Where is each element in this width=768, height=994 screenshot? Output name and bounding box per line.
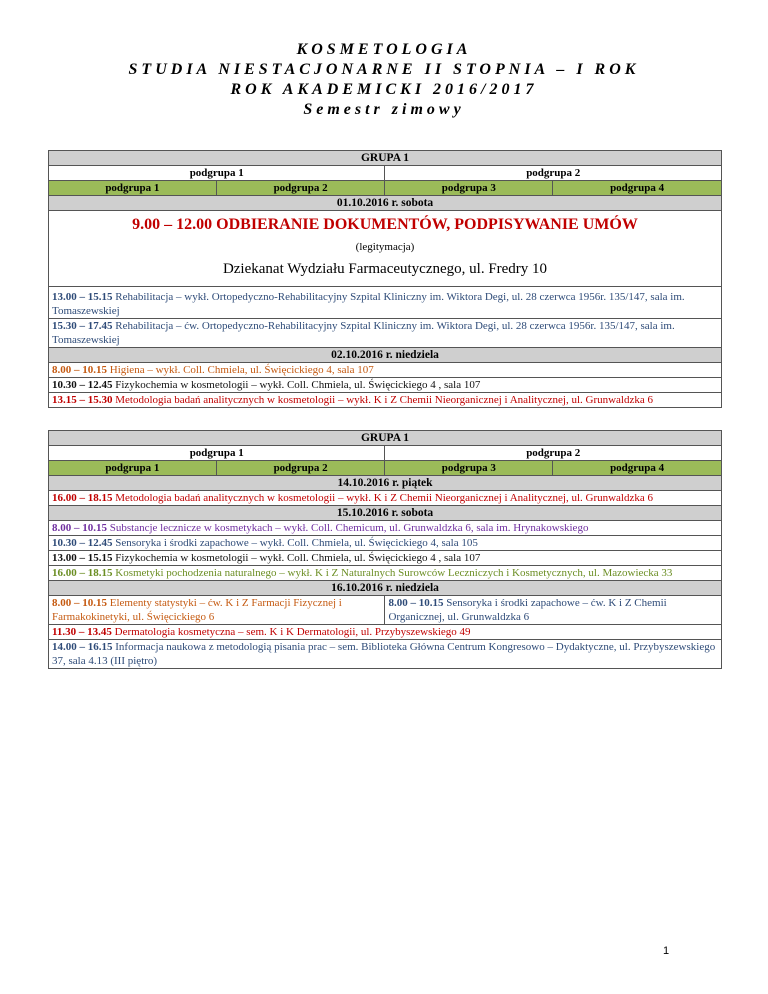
subgroup-3: podgrupa 3 [385, 461, 553, 476]
grupa-header: GRUPA 1 [49, 151, 722, 166]
row-text: Elementy statystyki – ćw. K i Z Farmacji Fizycznej i Farmakokinetyki, ul. Święcickiego 6 [52, 597, 342, 623]
subgroup-2: podgrupa 2 [216, 461, 385, 476]
subgroup-1: podgrupa 1 [49, 181, 217, 196]
schedule-cell-right [385, 596, 722, 625]
subgroup-1: podgrupa 1 [49, 461, 217, 476]
row-text: Informacja naukowa z metodologią pisania prac – sem. Biblioteka Główna Centrum Kongresowo – Dydaktyczne, ul. Przybyszewskiego 37, sala 4.13 (III piętro) [52, 641, 716, 667]
row-text: Dermatologia kosmetyczna – sem. K i K Dermatologii, ul. Przybyszewskiego 49 [114, 626, 471, 638]
row-text: Sensoryka i środki zapachowe – wykł. Coll. Chmiela, ul. Święcickiego 4, sala 105 [115, 537, 478, 549]
event-place: Dziekanat Wydziału Farmaceutycznego, ul. Fredry 10 [222, 261, 548, 277]
event-heading [52, 214, 718, 236]
date-row: 02.10.2016 r. niedziela [49, 348, 722, 363]
document-header [0, 40, 768, 120]
row-text: Rehabilitacja – ćw. Ortopedyczno-Rehabilitacyjny Szpital Kliniczny im. Wiktora Degi, ul. 28 czerwca 1956r. 135/147, sala im. Tomaszewskiej [52, 320, 675, 346]
schedule-row [49, 319, 722, 348]
row-time: 16.00 – 18.15 [52, 567, 113, 579]
row-text: Kosmetyki pochodzenia naturalnego – wykł. K i Z Naturalnych Surowców Leczniczych i Kosmetycznych, ul. Mazowiecka 33 [115, 567, 673, 579]
subgroup-2: podgrupa 2 [216, 181, 385, 196]
row-text: Fizykochemia w kosmetologii – wykł. Coll. Chmiela, ul. Święcickiego 4 , sala 107 [115, 552, 481, 564]
schedule-row [49, 551, 722, 566]
row-time: 13.00 – 15.15 [52, 291, 113, 303]
title-rok-akademicki: ROK AKADEMICKI 2016/2017 [230, 81, 538, 98]
row-text: Sensoryka i środki zapachowe – ćw. K i Z Chemii Organicznej, ul. Grunwaldzka 6 [388, 597, 667, 623]
schedule-row [49, 393, 722, 408]
subgroup-4: podgrupa 4 [553, 461, 722, 476]
row-text: Fizykochemia w kosmetologii – wykł. Coll. Chmiela, ul. Święcickiego 4 , sala 107 [115, 379, 481, 391]
subgroup-4: podgrupa 4 [553, 181, 722, 196]
schedule-row [49, 566, 722, 581]
podgrupa-header-2: podgrupa 2 [385, 446, 722, 461]
row-time: 8.00 – 10.15 [52, 522, 107, 534]
grupa-header: GRUPA 1 [49, 431, 722, 446]
row-time: 13.00 – 15.15 [52, 552, 113, 564]
date-row: 16.10.2016 r. niedziela [49, 581, 722, 596]
event-time: 9.00 – 12.00 [132, 216, 213, 233]
event-sub: (legitymacja) [355, 241, 415, 253]
title-semestr: Semestr zimowy [303, 101, 465, 118]
schedule-row [49, 640, 722, 669]
podgrupa-header-2: podgrupa 2 [385, 166, 722, 181]
schedule-row [49, 287, 722, 319]
row-time: 10.30 – 12.45 [52, 537, 113, 549]
row-time: 16.00 – 18.15 [52, 492, 113, 504]
row-text: Metodologia badań analitycznych w kosmetologii – wykł. K i Z Chemii Nieorganicznej i Analitycznej, ul. Grunwaldzka 6 [115, 394, 653, 406]
schedule-row [49, 625, 722, 640]
row-time: 11.30 – 13.45 [52, 626, 112, 638]
schedule-row [49, 378, 722, 393]
podgrupa-header-1: podgrupa 1 [49, 446, 385, 461]
schedule-row [49, 521, 722, 536]
date-row: 14.10.2016 r. piątek [49, 476, 722, 491]
schedule-row [49, 363, 722, 378]
row-time: 8.00 – 10.15 [52, 597, 107, 609]
row-time: 8.00 – 10.15 [52, 364, 107, 376]
title-kosmetologia: KOSMETOLOGIA [296, 41, 472, 58]
row-text: Rehabilitacja – wykł. Ortopedyczno-Rehabilitacyjny Szpital Kliniczny im. Wiktora Degi, ul. 28 czerwca 1956r. 135/147, sala im. Tomaszewskiej [52, 291, 685, 317]
schedule-row [49, 491, 722, 506]
row-text: Metodologia badań analitycznych w kosmetologii – wykł. K i Z Chemii Nieorganicznej i Analitycznej, ul. Grunwaldzka 6 [115, 492, 653, 504]
row-time: 15.30 – 17.45 [52, 320, 113, 332]
date-row: 15.10.2016 r. sobota [49, 506, 722, 521]
row-time: 13.15 – 15.30 [52, 394, 113, 406]
schedule-row [49, 536, 722, 551]
date-row: 01.10.2016 r. sobota [49, 196, 722, 211]
title-studia: STUDIA NIESTACJONARNE II STOPNIA – I ROK [128, 61, 640, 78]
podgrupa-header-1: podgrupa 1 [49, 166, 385, 181]
row-time: 10.30 – 12.45 [52, 379, 113, 391]
row-text: Higiena – wykł. Coll. Chmiela, ul. Święcickiego 4, sala 107 [109, 364, 374, 376]
schedule-cell-left [49, 596, 385, 625]
page-number: 1 [663, 945, 670, 957]
event-block [49, 211, 722, 287]
schedule-table-1 [48, 150, 722, 408]
row-time: 14.00 – 16.15 [52, 641, 113, 653]
row-time: 8.00 – 10.15 [388, 597, 444, 609]
event-title: ODBIERANIE DOKUMENTÓW, PODPISYWANIE UMÓW [216, 216, 638, 233]
subgroup-3: podgrupa 3 [385, 181, 553, 196]
schedule-table-2 [48, 430, 722, 669]
row-text: Substancje lecznicze w kosmetykach – wykł. Coll. Chemicum, ul. Grunwaldzka 6, sala im. Hrynakowskiego [109, 522, 589, 534]
